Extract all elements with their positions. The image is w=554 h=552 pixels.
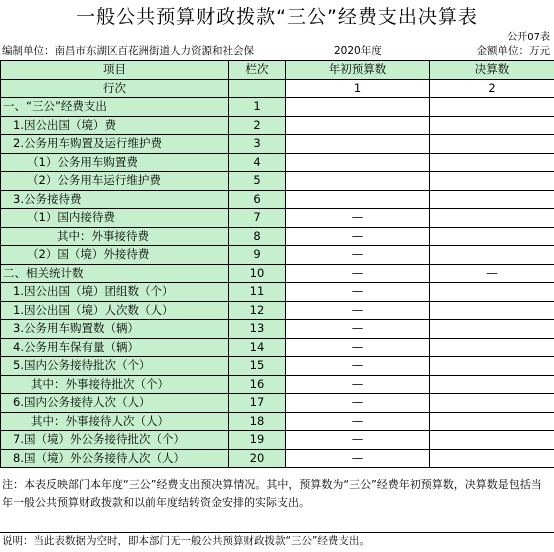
row-budget: —	[286, 264, 430, 283]
row-budget: —	[286, 209, 430, 228]
compiling-unit: 编制单位：南昌市东湖区百花洲街道人力资源和社会保	[2, 45, 254, 57]
header-final: 决算数	[430, 61, 554, 80]
table-note: 注：本表反映部门本年度“三公”经费支出预决算情况。其中，预算数为“三公”经费年初预算数，决算数是包括当年一般公共预算财政拨款和以前年度结转资金安排的实际支出。	[2, 478, 542, 509]
row-index-label: 行次	[1, 79, 229, 98]
table-row	[1, 431, 554, 450]
row-final	[430, 153, 554, 172]
row-budget: —	[286, 449, 430, 468]
row-number: 1	[229, 98, 286, 117]
row-final	[430, 320, 554, 339]
row-label: （1）公务用车购置费	[1, 153, 229, 172]
table-row	[1, 227, 554, 246]
row-label: 3.公务接待费	[1, 190, 229, 209]
row-budget	[286, 153, 430, 172]
row-budget: —	[286, 394, 430, 413]
table-row	[1, 301, 554, 320]
header-budget: 年初预算数	[286, 61, 430, 80]
expenditure-table	[0, 60, 554, 468]
row-final	[430, 375, 554, 394]
table-row	[1, 116, 554, 135]
row-label: 其中：外事接待费	[1, 227, 229, 246]
row-number: 13	[229, 320, 286, 339]
row-budget: —	[286, 227, 430, 246]
divider	[0, 532, 554, 533]
row-number: 16	[229, 375, 286, 394]
row-number: 8	[229, 227, 286, 246]
row-label: 2.公务用车购置及运行维护费	[1, 135, 229, 154]
row-budget: —	[286, 283, 430, 302]
row-label: （2）国（境）外接待费	[1, 246, 229, 265]
row-number: 20	[229, 449, 286, 468]
row-number: 5	[229, 172, 286, 191]
row-label: 其中：外事接待批次（个）	[1, 375, 229, 394]
row-budget	[286, 135, 430, 154]
row-label: 1.因公出国（境）费	[1, 116, 229, 135]
row-budget: —	[286, 320, 430, 339]
row-final	[430, 246, 554, 265]
row-budget	[286, 116, 430, 135]
row-budget: —	[286, 246, 430, 265]
row-label: 3.公务用车购置数（辆）	[1, 320, 229, 339]
row-number: 11	[229, 283, 286, 302]
row-budget	[286, 172, 430, 191]
row-label: 7.国（境）外公务接待批次（个）	[1, 431, 229, 450]
row-number: 19	[229, 431, 286, 450]
row-final	[430, 301, 554, 320]
table-row	[1, 320, 554, 339]
table-row	[1, 357, 554, 376]
row-budget: —	[286, 375, 430, 394]
row-final	[430, 135, 554, 154]
row-number: 3	[229, 135, 286, 154]
amount-unit: 金额单位：万元	[476, 45, 550, 57]
table-explanation: 说明：当此表数据为空时，即本部门无一般公共预算财政拨款“三公”经费支出。	[2, 535, 370, 547]
header-item: 项目	[1, 61, 229, 80]
row-label: （2）公务用车运行维护费	[1, 172, 229, 191]
table-row	[1, 209, 554, 228]
table-row	[1, 449, 554, 468]
row-budget: —	[286, 338, 430, 357]
page-title: 一般公共预算财政拨款“三公”经费支出决算表	[76, 6, 478, 28]
row-final	[430, 172, 554, 191]
header-row-no: 栏次	[229, 61, 286, 80]
row-budget: —	[286, 301, 430, 320]
form-number: 公开07表	[507, 32, 550, 43]
row-final	[430, 227, 554, 246]
table-row	[1, 375, 554, 394]
row-label: 4.公务用车保有量（辆）	[1, 338, 229, 357]
table-row	[1, 153, 554, 172]
row-label: 其中：外事接待人次（人）	[1, 412, 229, 431]
row-label: 1.因公出国（境）人次数（人）	[1, 301, 229, 320]
table-row	[1, 338, 554, 357]
header-row	[1, 61, 554, 80]
table-row	[1, 190, 554, 209]
row-index-blank	[229, 79, 286, 98]
row-label: 一、“三公”经费支出	[1, 98, 229, 117]
row-final	[430, 98, 554, 117]
row-final	[430, 283, 554, 302]
table-row	[1, 135, 554, 154]
row-final	[430, 412, 554, 431]
row-final	[430, 338, 554, 357]
row-budget: —	[286, 357, 430, 376]
row-label: （1）国内接待费	[1, 209, 229, 228]
row-number: 10	[229, 264, 286, 283]
row-number: 18	[229, 412, 286, 431]
row-budget	[286, 98, 430, 117]
row-number: 4	[229, 153, 286, 172]
row-number: 17	[229, 394, 286, 413]
row-label: 6.国内公务接待人次（人）	[1, 394, 229, 413]
table-row	[1, 98, 554, 117]
fiscal-year: 2020年度	[334, 45, 382, 57]
row-number: 9	[229, 246, 286, 265]
table-row	[1, 246, 554, 265]
row-number: 6	[229, 190, 286, 209]
row-budget: —	[286, 431, 430, 450]
row-final	[430, 357, 554, 376]
row-number: 12	[229, 301, 286, 320]
row-label: 1.因公出国（境）团组数（个）	[1, 283, 229, 302]
table-row	[1, 264, 554, 283]
row-final	[430, 431, 554, 450]
table-row	[1, 412, 554, 431]
table-row	[1, 394, 554, 413]
row-final	[430, 449, 554, 468]
row-index-final: 2	[430, 79, 554, 98]
table-row	[1, 172, 554, 191]
row-index-budget: 1	[286, 79, 430, 98]
row-final	[430, 190, 554, 209]
row-final	[430, 394, 554, 413]
table-row	[1, 283, 554, 302]
row-final: —	[430, 264, 554, 283]
row-final	[430, 209, 554, 228]
row-label: 5.国内公务接待批次（个）	[1, 357, 229, 376]
row-number: 7	[229, 209, 286, 228]
row-final	[430, 116, 554, 135]
row-budget	[286, 190, 430, 209]
row-number: 15	[229, 357, 286, 376]
row-number: 14	[229, 338, 286, 357]
row-index	[1, 79, 554, 98]
row-budget: —	[286, 412, 430, 431]
row-label: 二、相关统计数	[1, 264, 229, 283]
row-number: 2	[229, 116, 286, 135]
row-label: 8.国（境）外公务接待人次（人）	[1, 449, 229, 468]
